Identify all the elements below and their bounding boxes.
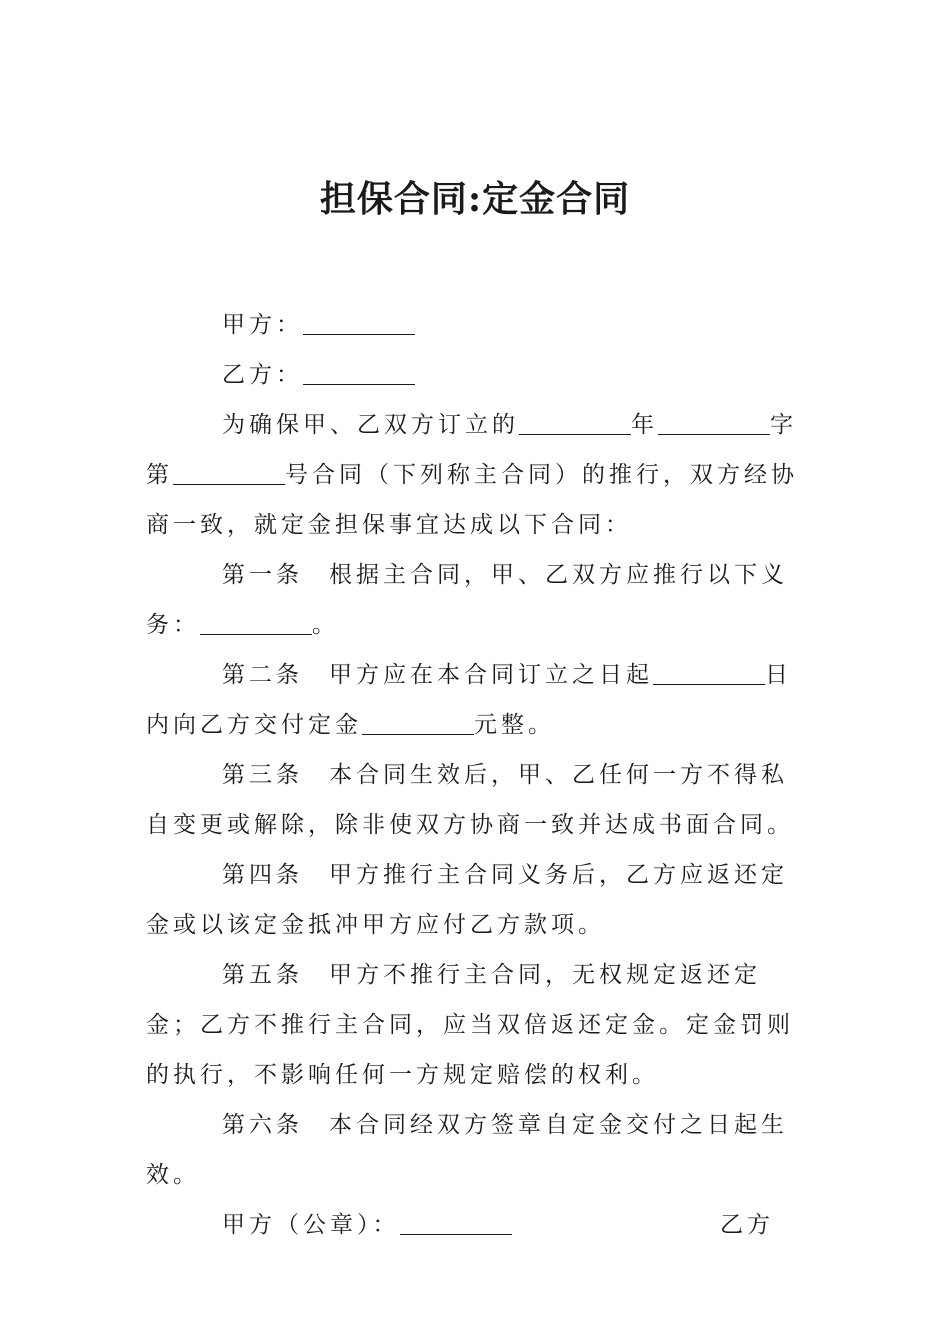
- party-a-line: [146, 300, 802, 350]
- article-1: [146, 550, 802, 650]
- contract-number-blank: [173, 460, 285, 485]
- article-1-end: 。: [312, 612, 339, 638]
- party-b-label: 乙方：: [222, 362, 303, 388]
- intro-paragraph: [146, 400, 802, 550]
- days-blank: [653, 660, 765, 685]
- intro-text-5: 号合同（下列称主合同）的推行，双方经协商一致，就定金担保事宜达成以下合同：: [146, 462, 798, 538]
- party-b-blank: [303, 360, 415, 385]
- intro-text-1: 为确保甲、乙双方订立的: [222, 412, 519, 438]
- article-4-number: 第四条: [222, 862, 303, 888]
- intro-text-2: 年: [631, 412, 658, 438]
- article-1-number: 第一条: [222, 562, 303, 588]
- party-a-label: 甲方：: [222, 312, 303, 338]
- party-a-seal-label: 甲方（公章）：: [222, 1212, 400, 1238]
- article-1-text: 根据主合同，甲、乙双方应推行以下义务：: [146, 562, 788, 638]
- article-6-text: 本合同经双方签章自定金交付之日起生效。: [146, 1112, 788, 1188]
- article-2: [146, 650, 802, 750]
- party-a-blank: [303, 310, 415, 335]
- party-b-line: [146, 350, 802, 400]
- prefix-blank: [658, 410, 770, 435]
- article-4-text: 甲方推行主合同义务后，乙方应返还定金或以该定金抵冲甲方应付乙方款项。: [146, 862, 788, 938]
- article-2-text-1: 甲方应在本合同订立之日起: [329, 662, 653, 688]
- article-2-text-2: 日内向乙方交付定金: [146, 662, 792, 738]
- article-3: [146, 750, 802, 850]
- article-5: [146, 950, 802, 1100]
- party-b-seal-label: 乙方: [720, 1212, 774, 1238]
- document-title: 担保合同:定金合同: [319, 178, 631, 220]
- article-6-number: 第六条: [222, 1112, 303, 1138]
- intro-text-3: 字: [770, 412, 797, 438]
- article-2-number: 第二条: [222, 662, 303, 688]
- signature-line: [146, 1200, 802, 1250]
- article-5-text: 甲方不推行主合同，无权规定返还定金；乙方不推行主合同，应当双倍返还定金。定金罚则的执行，不影响任何一方规定赔偿的权利。: [146, 962, 794, 1088]
- intro-text-4: 第: [146, 462, 173, 488]
- party-a-seal-blank: [400, 1210, 512, 1235]
- year-blank: [519, 410, 631, 435]
- document-body: [146, 300, 802, 1250]
- obligations-blank: [200, 610, 312, 635]
- article-4: [146, 850, 802, 950]
- article-5-number: 第五条: [222, 962, 303, 988]
- article-3-text: 本合同生效后，甲、乙任何一方不得私自变更或解除，除非使双方协商一致并达成书面合同。: [146, 762, 794, 838]
- article-3-number: 第三条: [222, 762, 303, 788]
- article-6: [146, 1100, 802, 1200]
- amount-blank: [362, 710, 474, 735]
- article-2-text-3: 元整。: [474, 712, 555, 738]
